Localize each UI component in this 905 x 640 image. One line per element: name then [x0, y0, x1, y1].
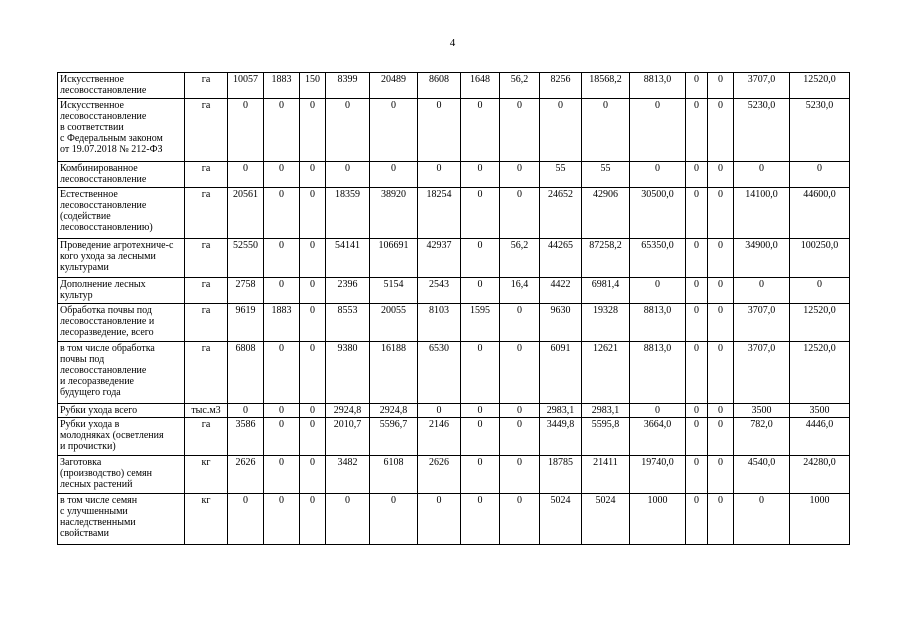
table-row: [58, 418, 850, 456]
value-cell: 9380: [326, 342, 370, 404]
value-cell: 0: [461, 456, 500, 494]
value-cell: 0: [686, 304, 708, 342]
value-cell: 0: [264, 494, 300, 545]
value-cell: 0: [326, 494, 370, 545]
value-cell: 8813,0: [630, 304, 686, 342]
row-name-cell: Комбинированное лесовосстановление: [58, 162, 185, 188]
row-name-cell: в том числе семян с улучшенными наследственными свойствами: [58, 494, 185, 545]
value-cell: 6808: [228, 342, 264, 404]
value-cell: 0: [790, 278, 850, 304]
value-cell: 18359: [326, 188, 370, 239]
value-cell: 87258,2: [582, 239, 630, 278]
value-cell: 0: [264, 239, 300, 278]
value-cell: 54141: [326, 239, 370, 278]
value-cell: 0: [228, 404, 264, 418]
table-row: [58, 342, 850, 404]
value-cell: 55: [582, 162, 630, 188]
value-cell: 0: [300, 188, 326, 239]
row-name-cell: Искусственное лесовосстановление: [58, 73, 185, 99]
value-cell: 2924,8: [370, 404, 418, 418]
value-cell: 44265: [540, 239, 582, 278]
value-cell: 9630: [540, 304, 582, 342]
value-cell: 1000: [630, 494, 686, 545]
value-cell: 3707,0: [734, 342, 790, 404]
value-cell: 8399: [326, 73, 370, 99]
value-cell: 2924,8: [326, 404, 370, 418]
value-cell: 18254: [418, 188, 461, 239]
row-name-cell: Дополнение лесных культур: [58, 278, 185, 304]
value-cell: 8813,0: [630, 73, 686, 99]
value-cell: 5154: [370, 278, 418, 304]
value-cell: 55: [540, 162, 582, 188]
value-cell: 0: [708, 162, 734, 188]
value-cell: 0: [734, 494, 790, 545]
value-cell: 5024: [582, 494, 630, 545]
value-cell: 21411: [582, 456, 630, 494]
page-number: 4: [449, 37, 456, 49]
unit-cell: кг: [185, 456, 228, 494]
value-cell: 0: [630, 404, 686, 418]
value-cell: 0: [370, 99, 418, 162]
value-cell: 0: [500, 99, 540, 162]
unit-cell: га: [185, 162, 228, 188]
value-cell: 0: [461, 342, 500, 404]
value-cell: 0: [461, 404, 500, 418]
value-cell: 0: [370, 162, 418, 188]
row-name-cell: Естественное лесовосстановление (содействие лесовосстановлению): [58, 188, 185, 239]
unit-cell: га: [185, 342, 228, 404]
value-cell: 3500: [734, 404, 790, 418]
value-cell: 24652: [540, 188, 582, 239]
value-cell: 0: [708, 99, 734, 162]
value-cell: 0: [708, 456, 734, 494]
unit-cell: га: [185, 418, 228, 456]
value-cell: 0: [708, 418, 734, 456]
value-cell: 0: [630, 99, 686, 162]
value-cell: 5230,0: [790, 99, 850, 162]
value-cell: 3707,0: [734, 304, 790, 342]
value-cell: 0: [461, 278, 500, 304]
row-name-cell: Искусственное лесовосстановление в соответствии с Федеральным законом от 19.07.2018 № 212-ФЗ: [58, 99, 185, 162]
value-cell: 2543: [418, 278, 461, 304]
value-cell: 6981,4: [582, 278, 630, 304]
value-cell: 0: [686, 239, 708, 278]
value-cell: 6108: [370, 456, 418, 494]
value-cell: 0: [461, 99, 500, 162]
value-cell: 0: [500, 304, 540, 342]
value-cell: 9619: [228, 304, 264, 342]
value-cell: 1883: [264, 304, 300, 342]
value-cell: 0: [264, 188, 300, 239]
value-cell: 2983,1: [540, 404, 582, 418]
value-cell: 3707,0: [734, 73, 790, 99]
row-name-cell: Обработка почвы под лесовосстановление и лесоразведение, всего: [58, 304, 185, 342]
value-cell: 0: [264, 404, 300, 418]
value-cell: 0: [686, 73, 708, 99]
value-cell: 18785: [540, 456, 582, 494]
value-cell: 782,0: [734, 418, 790, 456]
value-cell: 56,2: [500, 73, 540, 99]
value-cell: 0: [630, 162, 686, 188]
value-cell: 0: [686, 188, 708, 239]
value-cell: 3586: [228, 418, 264, 456]
value-cell: 0: [300, 278, 326, 304]
value-cell: 14100,0: [734, 188, 790, 239]
unit-cell: га: [185, 278, 228, 304]
row-name-cell: Рубки ухода всего: [58, 404, 185, 418]
value-cell: 0: [708, 73, 734, 99]
value-cell: 0: [540, 99, 582, 162]
value-cell: 0: [708, 342, 734, 404]
value-cell: 4540,0: [734, 456, 790, 494]
value-cell: 1648: [461, 73, 500, 99]
value-cell: 24280,0: [790, 456, 850, 494]
value-cell: 0: [418, 99, 461, 162]
value-cell: 8103: [418, 304, 461, 342]
value-cell: 5024: [540, 494, 582, 545]
value-cell: 0: [686, 342, 708, 404]
value-cell: 20055: [370, 304, 418, 342]
value-cell: 1000: [790, 494, 850, 545]
table-row: [58, 494, 850, 545]
value-cell: 0: [461, 418, 500, 456]
value-cell: 0: [300, 304, 326, 342]
table-row: [58, 73, 850, 99]
value-cell: 10057: [228, 73, 264, 99]
value-cell: 6530: [418, 342, 461, 404]
value-cell: 0: [300, 418, 326, 456]
value-cell: 0: [500, 456, 540, 494]
value-cell: 0: [264, 278, 300, 304]
value-cell: 0: [686, 278, 708, 304]
value-cell: 0: [228, 162, 264, 188]
value-cell: 4422: [540, 278, 582, 304]
value-cell: 0: [734, 162, 790, 188]
value-cell: 0: [708, 494, 734, 545]
value-cell: 3664,0: [630, 418, 686, 456]
value-cell: 0: [500, 162, 540, 188]
table-row: [58, 239, 850, 278]
value-cell: 150: [300, 73, 326, 99]
value-cell: 0: [790, 162, 850, 188]
table-row: [58, 188, 850, 239]
value-cell: 0: [418, 494, 461, 545]
value-cell: 30500,0: [630, 188, 686, 239]
value-cell: 12520,0: [790, 342, 850, 404]
value-cell: 0: [708, 188, 734, 239]
value-cell: 0: [264, 456, 300, 494]
value-cell: 0: [500, 188, 540, 239]
value-cell: 0: [300, 239, 326, 278]
value-cell: 0: [461, 162, 500, 188]
value-cell: 0: [264, 162, 300, 188]
unit-cell: га: [185, 304, 228, 342]
value-cell: 0: [582, 99, 630, 162]
value-cell: 44600,0: [790, 188, 850, 239]
value-cell: 0: [326, 99, 370, 162]
value-cell: 0: [734, 278, 790, 304]
value-cell: 0: [418, 404, 461, 418]
value-cell: 0: [461, 188, 500, 239]
value-cell: 0: [228, 494, 264, 545]
value-cell: 2626: [228, 456, 264, 494]
row-name-cell: Рубки ухода в молодняках (осветления и прочистки): [58, 418, 185, 456]
unit-cell: кг: [185, 494, 228, 545]
value-cell: 19740,0: [630, 456, 686, 494]
value-cell: 19328: [582, 304, 630, 342]
value-cell: 2626: [418, 456, 461, 494]
table-row: [58, 99, 850, 162]
value-cell: 0: [228, 99, 264, 162]
value-cell: 42937: [418, 239, 461, 278]
value-cell: 4446,0: [790, 418, 850, 456]
value-cell: 0: [708, 278, 734, 304]
unit-cell: тыс.м3: [185, 404, 228, 418]
value-cell: 2758: [228, 278, 264, 304]
table-row: [58, 162, 850, 188]
value-cell: 8256: [540, 73, 582, 99]
value-cell: 0: [326, 162, 370, 188]
value-cell: 0: [500, 404, 540, 418]
value-cell: 20561: [228, 188, 264, 239]
value-cell: 1595: [461, 304, 500, 342]
unit-cell: га: [185, 239, 228, 278]
value-cell: 1883: [264, 73, 300, 99]
value-cell: 0: [500, 342, 540, 404]
value-cell: 52550: [228, 239, 264, 278]
table-row: [58, 404, 850, 418]
value-cell: 5596,7: [370, 418, 418, 456]
value-cell: 0: [370, 494, 418, 545]
value-cell: 56,2: [500, 239, 540, 278]
value-cell: 0: [708, 404, 734, 418]
value-cell: 65350,0: [630, 239, 686, 278]
value-cell: 0: [300, 494, 326, 545]
value-cell: 8813,0: [630, 342, 686, 404]
value-cell: 2396: [326, 278, 370, 304]
value-cell: 2146: [418, 418, 461, 456]
value-cell: 5230,0: [734, 99, 790, 162]
value-cell: 0: [708, 239, 734, 278]
value-cell: 8553: [326, 304, 370, 342]
table-body: [58, 73, 850, 545]
table-row: [58, 456, 850, 494]
row-name-cell: в том числе обработка почвы под лесовосстановление и лесоразведение будущего года: [58, 342, 185, 404]
table-row: [58, 278, 850, 304]
value-cell: 3449,8: [540, 418, 582, 456]
value-cell: 42906: [582, 188, 630, 239]
value-cell: 0: [461, 239, 500, 278]
value-cell: 20489: [370, 73, 418, 99]
forest-activities-table: [57, 72, 850, 545]
value-cell: 0: [264, 418, 300, 456]
row-name-cell: Заготовка (производство) семян лесных растений: [58, 456, 185, 494]
value-cell: 2983,1: [582, 404, 630, 418]
value-cell: 12520,0: [790, 73, 850, 99]
value-cell: 0: [686, 404, 708, 418]
value-cell: 0: [300, 99, 326, 162]
value-cell: 5595,8: [582, 418, 630, 456]
value-cell: 2010,7: [326, 418, 370, 456]
value-cell: 100250,0: [790, 239, 850, 278]
value-cell: 38920: [370, 188, 418, 239]
unit-cell: га: [185, 99, 228, 162]
value-cell: 3482: [326, 456, 370, 494]
value-cell: 0: [418, 162, 461, 188]
value-cell: 0: [300, 342, 326, 404]
value-cell: 18568,2: [582, 73, 630, 99]
value-cell: 12520,0: [790, 304, 850, 342]
value-cell: 0: [686, 456, 708, 494]
value-cell: 3500: [790, 404, 850, 418]
unit-cell: га: [185, 73, 228, 99]
unit-cell: га: [185, 188, 228, 239]
value-cell: 0: [264, 99, 300, 162]
value-cell: 16188: [370, 342, 418, 404]
row-name-cell: Проведение агротехниче-с кого ухода за лесными культурами: [58, 239, 185, 278]
value-cell: 6091: [540, 342, 582, 404]
table-row: [58, 304, 850, 342]
value-cell: 0: [264, 342, 300, 404]
value-cell: 12621: [582, 342, 630, 404]
value-cell: 0: [630, 278, 686, 304]
value-cell: 0: [300, 456, 326, 494]
value-cell: 0: [461, 494, 500, 545]
value-cell: 0: [686, 418, 708, 456]
value-cell: 106691: [370, 239, 418, 278]
value-cell: 8608: [418, 73, 461, 99]
value-cell: 0: [686, 162, 708, 188]
value-cell: 0: [300, 404, 326, 418]
value-cell: 16,4: [500, 278, 540, 304]
value-cell: 34900,0: [734, 239, 790, 278]
value-cell: 0: [300, 162, 326, 188]
value-cell: 0: [708, 304, 734, 342]
value-cell: 0: [500, 418, 540, 456]
value-cell: 0: [686, 494, 708, 545]
value-cell: 0: [686, 99, 708, 162]
value-cell: 0: [500, 494, 540, 545]
